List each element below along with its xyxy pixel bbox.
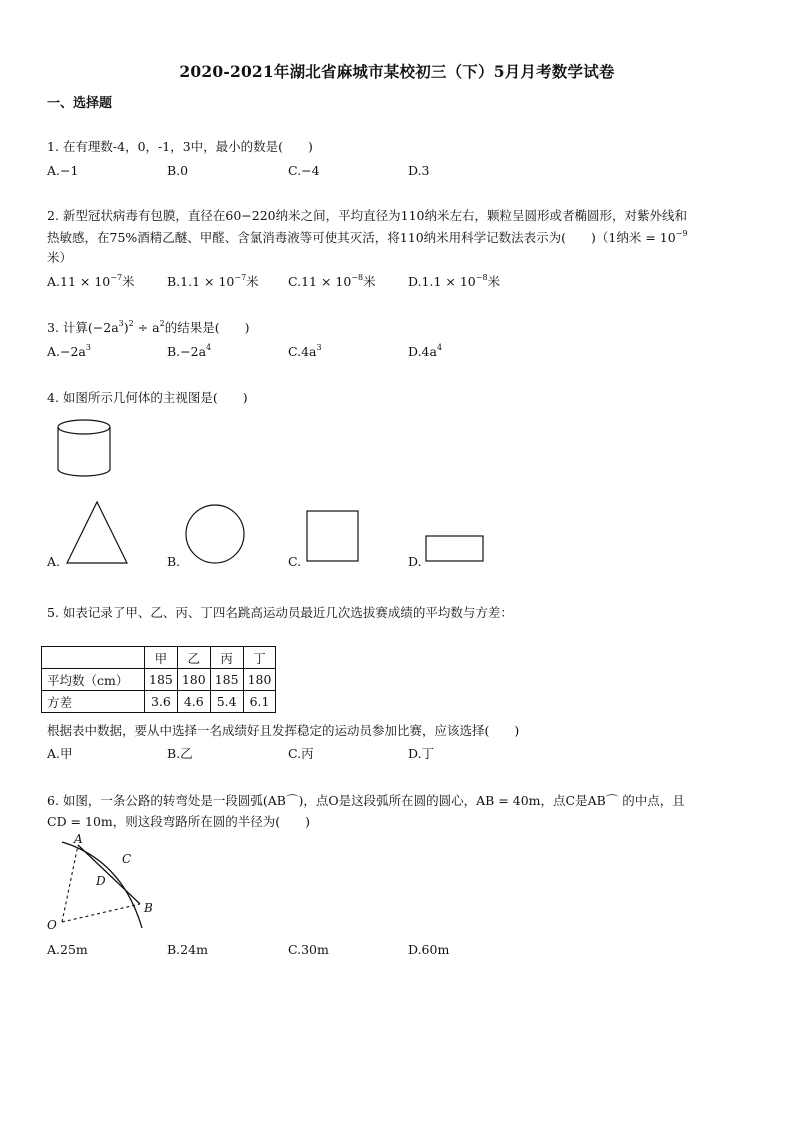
q6-option-a: A.25m [47,942,88,957]
q3-option-c: $C.4a^3$ [288,343,322,359]
table-cell: 180 [243,669,276,691]
q4-option-d: D. [408,554,422,569]
table-row [42,669,276,691]
table-cell: 4.6 [177,691,210,713]
table-cell: 180 [177,669,210,691]
table-header-cell: 丁 [243,647,276,669]
q6-stem-line1: 6. 如图，一条公路的转弯处是一段圆弧(AB⌒)，点O是这段弧所在圆的圆心，AB = 40m，点C是AB⌒ 的中点，且 [47,793,685,808]
table-header-cell [42,647,145,669]
q3-option-b: $B.-2a^4$ [167,343,212,359]
circle-figure [183,502,247,566]
rectangle-figure [424,534,486,564]
table-cell: 185 [210,669,243,691]
table-header-cell: 甲 [145,647,178,669]
q6-option-d: D.60m [408,942,450,957]
scores-table [41,646,276,713]
label-D: D [96,874,106,888]
page-title: 2020-2021年湖北省麻城市某校初三（下）5月月考数学试卷 [179,62,615,81]
q2-stem-line1: 2. 新型冠状病毒有包膜，直径在60−220纳米之间，平均直径为110纳米左右，颗粒呈圆形或者椭圆形，对紫外线和 [47,208,687,223]
q4-option-a: A. [47,554,61,569]
q1-option-a: A.−1 [47,163,79,178]
q2-option-a: $A.11 \times 10^{-7}$米 [47,273,135,289]
cylinder-figure [55,418,117,480]
q5-option-a: A.甲 [47,746,73,761]
q2-stem-line3: 米） [47,250,73,265]
q2-stem-line2-exp: −9 [675,229,688,238]
table-cell: 6.1 [243,691,276,713]
triangle-figure [64,499,130,567]
table-cell: 3.6 [145,691,178,713]
table-header-row [42,647,276,669]
q5-option-b: B.乙 [167,746,193,761]
q5-option-c: C.丙 [288,746,314,761]
q5-option-d: D.丁 [408,746,435,761]
q2-option-b: $B.1.1 \times 10^{-7}$米 [167,273,259,289]
q2-stem-line2-text: 热敏感，在75%酒精乙醚、甲醛、含氯消毒液等可使其灭活，将110纳米用科学记数法表示为( )（1纳米 = 10 [47,230,676,245]
table-cell: 5.4 [210,691,243,713]
table-row [42,691,276,713]
q4-option-b: B. [167,554,181,569]
q1-stem: 1. 在有理数-4，0，-1，3中，最小的数是( ) [47,139,313,154]
q5-stem: 5. 如表记录了甲、乙、丙、丁四名跳高运动员最近几次选拔赛成绩的平均数与方差： [47,605,513,620]
q5-followup: 根据表中数据，要从中选择一名成绩好且发挥稳定的运动员参加比赛，应该选择( ) [47,723,520,738]
q2-option-d: $D.1.1 \times 10^{-8}$米 [408,273,501,289]
section-heading: 一、选择题 [47,96,113,111]
label-C: C [122,852,132,866]
q4-option-c: C. [288,554,302,569]
label-O: O [47,918,57,932]
table-header-cell: 乙 [177,647,210,669]
q3-stem: 3. 计算$(-2a^3)^2 \div a^2$的结果是( ) [47,319,250,335]
table-header-cell: 丙 [210,647,243,669]
q1-option-b: B.0 [167,163,189,178]
q6-option-b: B.24m [167,942,208,957]
q6-option-c: C.30m [288,942,329,957]
table-cell: 185 [145,669,178,691]
label-A: A [74,832,83,846]
q1-option-d: D.3 [408,163,430,178]
q4-stem: 4. 如图所示几何体的主视图是( ) [47,390,248,405]
table-cell: 方差 [42,691,145,713]
table-cell: 平均数（cm） [42,669,145,691]
q2-stem-line2 [47,229,687,247]
q3-option-d: $D.4a^4$ [408,343,443,359]
label-B: B [144,901,153,915]
q1-option-c: C.−4 [288,163,320,178]
q2-option-c: $C.11 \times 10^{-8}$米 [288,273,376,289]
arc-road-figure [44,832,164,932]
q6-stem-line2: CD = 10m，则这段弯路所在圆的半径为( ) [47,814,311,829]
square-figure [305,509,361,563]
q3-option-a: $A.-2a^3$ [47,343,91,359]
